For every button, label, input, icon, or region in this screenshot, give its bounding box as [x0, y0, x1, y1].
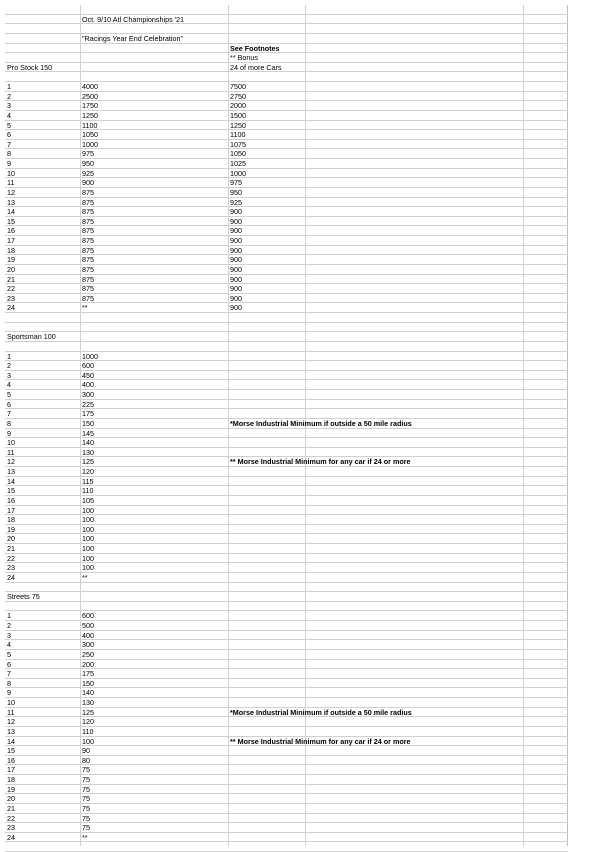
payout-cell: 875 [82, 216, 94, 226]
bonus-note: ** Bonus [230, 53, 258, 63]
section-row [5, 592, 568, 602]
table-row [5, 380, 568, 390]
position-cell: 24 [7, 572, 15, 582]
table-row [5, 121, 568, 131]
subtitle-row [5, 34, 568, 44]
footnote-cell: ** Morse Industrial Minimum for any car if 24 or more [230, 736, 411, 746]
payout-cell: 1100 [82, 120, 98, 130]
table-row [5, 765, 568, 775]
payout-cell: 200 [82, 659, 94, 669]
table-row [5, 563, 568, 573]
blank-row [5, 342, 568, 352]
position-cell: 10 [7, 698, 15, 707]
table-row [5, 506, 568, 516]
position-cell: 17 [7, 236, 15, 245]
table-row [5, 756, 568, 766]
table-row [5, 660, 568, 670]
event-subtitle: "Racings Year End Celebration" [82, 33, 183, 43]
table-row [5, 631, 568, 641]
payout-cell: ** [82, 303, 88, 313]
payout-cell: 1000 [82, 139, 98, 149]
payout-cell: 75 [82, 823, 90, 833]
payout-cell: 100 [82, 505, 94, 515]
position-cell: 18 [7, 775, 15, 784]
table-row [5, 438, 568, 448]
payout-cell: 500 [82, 621, 94, 630]
table-row [5, 708, 568, 718]
bonus-payout-cell: 900 [230, 284, 242, 294]
position-cell: 23 [7, 293, 15, 303]
position-cell: 19 [7, 255, 15, 265]
position-cell: 10 [7, 438, 15, 448]
table-row [5, 429, 568, 439]
bonus-payout-cell: 900 [230, 274, 242, 284]
position-cell: 2 [7, 361, 11, 371]
table-row [5, 390, 568, 400]
table-row [5, 101, 568, 111]
position-cell: 3 [7, 370, 11, 380]
table-row [5, 246, 568, 256]
position-cell: 8 [7, 418, 11, 428]
footnotes-heading: See Footnotes [230, 43, 280, 53]
payout-cell: 875 [82, 264, 94, 274]
payout-cell: 300 [82, 640, 94, 650]
position-cell: 22 [7, 813, 15, 823]
payout-cell: 100 [82, 553, 94, 563]
position-cell: 13 [7, 726, 15, 736]
position-cell: 10 [7, 168, 15, 178]
payout-cell: ** [82, 832, 88, 842]
section-title: Pro Stock 150 [7, 62, 53, 72]
table-row [5, 207, 568, 217]
blank-row [5, 842, 568, 852]
payout-cell: 130 [82, 698, 94, 707]
payout-cell: 600 [82, 611, 94, 621]
bonus-payout-cell: 900 [230, 255, 242, 265]
payout-cell: 1250 [82, 110, 98, 120]
table-row [5, 400, 568, 410]
table-row [5, 265, 568, 275]
payout-cell: 875 [82, 274, 94, 284]
position-cell: 5 [7, 390, 11, 399]
position-cell: 8 [7, 678, 11, 688]
payout-cell: 80 [82, 755, 90, 765]
bonus-payout-cell: 900 [230, 216, 242, 226]
title-row [5, 15, 568, 25]
payout-cell: 950 [82, 159, 94, 168]
payout-cell: 75 [82, 794, 90, 804]
table-row [5, 303, 568, 313]
blank-row [5, 602, 568, 612]
table-row [5, 515, 568, 525]
position-cell: 14 [7, 476, 15, 486]
payout-cell: 110 [82, 726, 94, 736]
position-cell: 20 [7, 264, 15, 274]
table-row [5, 236, 568, 246]
position-cell: 15 [7, 216, 15, 226]
position-cell: 1 [7, 611, 11, 621]
payout-cell: 875 [82, 293, 94, 303]
table-row [5, 650, 568, 660]
payout-cell: 100 [82, 544, 94, 553]
table-row [5, 457, 568, 467]
bonus-payout-cell: 900 [230, 207, 242, 217]
payout-cell: 100 [82, 515, 94, 525]
table-row [5, 275, 568, 285]
position-cell: 18 [7, 245, 15, 255]
table-row [5, 284, 568, 294]
position-cell: 19 [7, 784, 15, 794]
position-cell: 16 [7, 226, 15, 236]
blank-row [5, 323, 568, 333]
payout-cell: 100 [82, 524, 94, 534]
bonus-payout-cell: 1250 [230, 120, 246, 130]
bonus-payout-cell: 975 [230, 178, 242, 188]
position-cell: 7 [7, 139, 11, 149]
payout-cell: 75 [82, 784, 90, 794]
bonus-payout-cell: 7500 [230, 82, 246, 91]
position-cell: 11 [7, 447, 15, 457]
table-row [5, 467, 568, 477]
position-cell: 5 [7, 649, 11, 659]
bonus-payout-cell: 900 [230, 303, 242, 313]
position-cell: 15 [7, 746, 15, 756]
payout-cell: 105 [82, 495, 94, 505]
payout-cell: 1050 [82, 130, 98, 140]
event-title: Oct. 9/10 Atl Championships '21 [82, 14, 185, 24]
table-row [5, 419, 568, 429]
table-row [5, 361, 568, 371]
bonus-payout-cell: 900 [230, 226, 242, 236]
position-cell: 9 [7, 159, 11, 168]
bonus-payout-cell: 900 [230, 236, 242, 245]
payout-cell: 75 [82, 775, 90, 784]
position-cell: 6 [7, 130, 11, 140]
payout-cell: 150 [82, 678, 94, 688]
position-cell: 4 [7, 380, 11, 390]
bonus-row [5, 53, 568, 63]
footnote-cell: *Morse Industrial Minimum if outside a 50 mile radius [230, 418, 412, 428]
table-row [5, 669, 568, 679]
payout-cell: 600 [82, 361, 94, 371]
payout-cell: 4000 [82, 82, 98, 91]
position-cell: 15 [7, 486, 15, 496]
bonus-payout-cell: 900 [230, 245, 242, 255]
blank-row [5, 313, 568, 323]
position-cell: 20 [7, 534, 15, 544]
position-cell: 1 [7, 351, 11, 361]
table-row [5, 804, 568, 814]
table-row [5, 198, 568, 208]
table-row [5, 294, 568, 304]
table-row [5, 130, 568, 140]
table-row [5, 255, 568, 265]
section-row [5, 63, 568, 73]
payout-cell: 1000 [82, 351, 98, 361]
position-cell: 22 [7, 553, 15, 563]
table-row [5, 611, 568, 621]
sheet-rows [5, 5, 568, 852]
table-row [5, 688, 568, 698]
payout-cell: 120 [82, 467, 94, 476]
table-row [5, 169, 568, 179]
payout-cell: 125 [82, 457, 94, 467]
bonus-payout-cell: 2750 [230, 91, 246, 101]
payout-cell: 110 [82, 486, 94, 496]
bonus-payout-cell: 1100 [230, 130, 246, 140]
position-cell: 4 [7, 110, 11, 120]
bonus-payout-cell: 900 [230, 264, 242, 274]
table-row [5, 188, 568, 198]
table-row [5, 621, 568, 631]
payout-cell: 75 [82, 765, 90, 775]
payout-cell: 450 [82, 370, 94, 380]
position-cell: 21 [7, 274, 15, 284]
table-row [5, 833, 568, 843]
table-row [5, 794, 568, 804]
payout-cell: 875 [82, 187, 94, 197]
position-cell: 20 [7, 794, 15, 804]
position-cell: 12 [7, 187, 15, 197]
payout-cell: 175 [82, 409, 94, 419]
payout-cell: 875 [82, 226, 94, 236]
table-row [5, 111, 568, 121]
position-cell: 24 [7, 303, 15, 313]
table-row [5, 409, 568, 419]
position-cell: 19 [7, 524, 15, 534]
table-row [5, 496, 568, 506]
table-row [5, 554, 568, 564]
position-cell: 7 [7, 409, 11, 419]
table-row [5, 785, 568, 795]
footnote-cell: ** Morse Industrial Minimum for any car if 24 or more [230, 457, 411, 467]
payout-cell: 925 [82, 168, 94, 178]
bonus-payout-cell: 1075 [230, 139, 246, 149]
payout-cell: 400 [82, 630, 94, 640]
payout-cell: 130 [82, 447, 94, 457]
payout-cell: 400 [82, 380, 94, 390]
payout-cell: 875 [82, 236, 94, 245]
position-cell: 5 [7, 120, 11, 130]
table-row [5, 159, 568, 169]
position-cell: 21 [7, 544, 15, 553]
payout-cell: 140 [82, 438, 94, 448]
table-row [5, 727, 568, 737]
position-cell: 21 [7, 803, 15, 813]
table-row [5, 149, 568, 159]
position-cell: 11 [7, 178, 15, 188]
payout-cell: 140 [82, 688, 94, 698]
table-row [5, 573, 568, 583]
position-cell: 3 [7, 630, 11, 640]
payout-cell: 250 [82, 649, 94, 659]
position-cell: 13 [7, 467, 15, 476]
position-cell: 17 [7, 505, 15, 515]
position-cell: 2 [7, 91, 11, 101]
payout-cell: 2500 [82, 91, 98, 101]
payout-cell: 75 [82, 803, 90, 813]
position-cell: 24 [7, 832, 15, 842]
position-cell: 6 [7, 399, 11, 409]
bonus-payout-cell: 2000 [230, 101, 246, 111]
table-row [5, 486, 568, 496]
position-cell: 2 [7, 621, 11, 630]
bonus-payout-cell: 1000 [230, 168, 246, 178]
payout-cell: 875 [82, 245, 94, 255]
section-title: Streets 75 [7, 592, 40, 602]
bonus-payout-cell: 1050 [230, 149, 246, 159]
table-row [5, 717, 568, 727]
spreadsheet [5, 5, 568, 846]
table-row [5, 775, 568, 785]
table-row [5, 82, 568, 92]
table-row [5, 814, 568, 824]
payout-cell: 875 [82, 207, 94, 217]
bonus-payout-cell: 950 [230, 187, 242, 197]
bonus-payout-cell: 1025 [230, 159, 246, 168]
table-row [5, 823, 568, 833]
position-cell: 4 [7, 640, 11, 650]
position-cell: 9 [7, 688, 11, 698]
payout-cell: 75 [82, 813, 90, 823]
payout-cell: 1750 [82, 101, 98, 111]
payout-cell: 300 [82, 390, 94, 399]
payout-cell: 145 [82, 428, 94, 438]
payout-cell: 875 [82, 255, 94, 265]
payout-cell: 120 [82, 717, 94, 727]
table-row [5, 371, 568, 381]
position-cell: 11 [7, 707, 15, 717]
blank-row [5, 72, 568, 82]
payout-cell: 90 [82, 746, 90, 756]
cars-note: 24 of more Cars [230, 62, 282, 72]
table-row [5, 352, 568, 362]
blank-row [5, 5, 568, 15]
table-row [5, 448, 568, 458]
payout-cell: ** [82, 572, 88, 582]
table-row [5, 746, 568, 756]
payout-cell: 100 [82, 736, 94, 746]
table-row [5, 477, 568, 487]
position-cell: 7 [7, 669, 11, 679]
payout-cell: 975 [82, 149, 94, 159]
payout-cell: 175 [82, 669, 94, 679]
table-row [5, 544, 568, 554]
table-row [5, 140, 568, 150]
position-cell: 18 [7, 515, 15, 525]
table-row [5, 640, 568, 650]
position-cell: 6 [7, 659, 11, 669]
table-row [5, 679, 568, 689]
section-row [5, 332, 568, 342]
bonus-payout-cell: 1500 [230, 110, 246, 120]
payout-cell: 150 [82, 418, 94, 428]
blank-row [5, 24, 568, 34]
position-cell: 8 [7, 149, 11, 159]
position-cell: 3 [7, 101, 11, 111]
position-cell: 23 [7, 823, 15, 833]
position-cell: 23 [7, 563, 15, 573]
position-cell: 12 [7, 457, 15, 467]
table-row [5, 92, 568, 102]
table-row [5, 698, 568, 708]
position-cell: 9 [7, 428, 11, 438]
payout-cell: 100 [82, 563, 94, 573]
position-cell: 16 [7, 755, 15, 765]
position-cell: 1 [7, 82, 11, 91]
payout-cell: 125 [82, 707, 94, 717]
position-cell: 14 [7, 207, 15, 217]
payout-cell: 115 [82, 476, 94, 486]
table-row [5, 525, 568, 535]
position-cell: 22 [7, 284, 15, 294]
footnotes-row [5, 44, 568, 54]
table-row [5, 737, 568, 747]
payout-cell: 875 [82, 197, 94, 207]
section-title: Sportsman 100 [7, 332, 56, 342]
table-row [5, 534, 568, 544]
bonus-payout-cell: 900 [230, 293, 242, 303]
position-cell: 12 [7, 717, 15, 727]
bonus-payout-cell: 925 [230, 197, 242, 207]
table-row [5, 226, 568, 236]
blank-row [5, 583, 568, 593]
table-row [5, 178, 568, 188]
position-cell: 16 [7, 495, 15, 505]
footnote-cell: *Morse Industrial Minimum if outside a 50 mile radius [230, 707, 412, 717]
position-cell: 13 [7, 197, 15, 207]
payout-cell: 225 [82, 399, 94, 409]
position-cell: 14 [7, 736, 15, 746]
payout-cell: 875 [82, 284, 94, 294]
payout-cell: 100 [82, 534, 94, 544]
table-row [5, 217, 568, 227]
payout-cell: 900 [82, 178, 94, 188]
position-cell: 17 [7, 765, 15, 775]
